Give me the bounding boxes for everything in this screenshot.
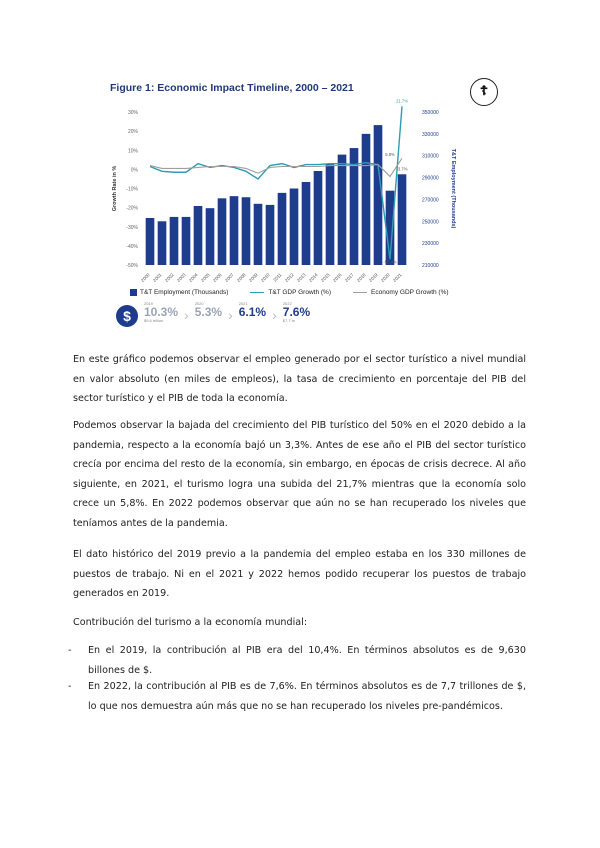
x-tick-label: 2005 xyxy=(199,272,211,283)
y-left-tick-label: -30% xyxy=(126,224,138,231)
paragraph-intro: En este gráfico podemos observar el empleo generado por el sector turístico a nivel mundial en valor absoluto (en miles de empleos), la tasa de crecimiento en porcentaje del PIB del sector turístico y el PIB de toda la economía. xyxy=(73,354,526,404)
legend-employment: T&T Employment (Thousands) xyxy=(130,289,228,296)
economic-impact-chart xyxy=(108,98,456,283)
employment-bar xyxy=(278,193,287,265)
x-tick-label: 2016 xyxy=(331,272,343,283)
legend-economy-gdp: Economy GDP Growth (%) xyxy=(353,289,449,296)
chevron-right-icon: › xyxy=(272,307,277,323)
logo-icon: ☦ xyxy=(470,78,498,106)
y-left-tick-label: 20% xyxy=(127,129,138,136)
data-annotation: 5.8% xyxy=(385,151,395,157)
employment-bar xyxy=(254,204,263,265)
list-item: - En 2022, la contribución al PIB es de 7,6%. En términos absolutos es de 7,7 trillones de $, lo que nos demuestra aún más que no se han recuperado los niveles pre-pandémicos. xyxy=(88,677,526,716)
chevron-right-icon: › xyxy=(184,307,189,323)
x-tick-label: 2013 xyxy=(295,272,307,283)
data-annotation: -3.7% xyxy=(396,166,408,172)
x-tick-label: 2000 xyxy=(139,272,151,283)
bar-swatch-icon xyxy=(130,289,137,296)
y-left-tick-label: -50% xyxy=(126,263,138,269)
employment-bar xyxy=(158,221,167,265)
stat-item: 2022 7.6% $7.7 tn xyxy=(282,301,311,323)
x-tick-label: 2017 xyxy=(343,272,355,283)
x-tick-label: 2009 xyxy=(247,272,259,283)
y-left-tick-label: -40% xyxy=(126,243,138,250)
x-tick-label: 2012 xyxy=(283,272,295,283)
y-left-tick-label: -20% xyxy=(126,205,138,212)
stat-item: 2020 5.3% xyxy=(194,301,223,319)
line-swatch-icon xyxy=(250,292,264,294)
x-tick-label: 2018 xyxy=(355,272,367,283)
chevron-right-icon: › xyxy=(228,307,233,323)
employment-bar xyxy=(218,198,227,265)
employment-bar xyxy=(242,197,251,265)
x-tick-label: 2020 xyxy=(379,272,391,283)
employment-bar xyxy=(206,208,215,265)
y-left-axis-title: Growth Rate in % xyxy=(112,165,118,212)
employment-bar xyxy=(398,174,407,265)
x-tick-label: 2006 xyxy=(211,272,223,283)
x-tick-label: 2011 xyxy=(272,272,283,283)
stats-strip xyxy=(116,301,316,327)
x-tick-label: 2001 xyxy=(151,272,163,283)
y-right-tick-label: 290000 xyxy=(422,175,439,182)
x-tick-label: 2019 xyxy=(367,272,379,283)
paragraph-employment: El dato histórico del 2019 previo a la pandemia del empleo estaba en los 330 millones de puestos de trabajo. Ni en el 2021 y 2022 hemos podido recuperar los puestos de trabajo generados en 2019. xyxy=(73,549,526,599)
y-right-axis-title: T&T Employment (Thousands) xyxy=(450,148,456,229)
employment-bar xyxy=(146,218,155,265)
x-tick-label: 2008 xyxy=(235,272,247,283)
employment-bar xyxy=(182,217,191,265)
employment-bar xyxy=(290,189,299,266)
line-swatch-icon xyxy=(353,292,367,294)
y-right-tick-label: 230000 xyxy=(422,241,439,248)
x-tick-label: 2021 xyxy=(391,272,403,283)
y-right-tick-label: 330000 xyxy=(422,131,439,138)
bullet-dash: - xyxy=(68,681,72,692)
employment-bar xyxy=(230,196,239,265)
employment-bar xyxy=(326,164,335,265)
paragraph-contribution-heading: Contribución del turismo a la economía mundial: xyxy=(73,617,308,628)
y-right-tick-label: 210000 xyxy=(422,263,439,269)
x-tick-label: 2007 xyxy=(223,272,235,283)
y-left-tick-label: 10% xyxy=(127,148,138,155)
legend-tt-gdp: T&T GDP Growth (%) xyxy=(250,289,331,296)
employment-bar xyxy=(302,182,311,265)
y-left-tick-label: 30% xyxy=(127,110,138,116)
x-tick-label: 2002 xyxy=(163,272,175,283)
employment-bar xyxy=(266,205,275,265)
employment-bar xyxy=(194,206,203,265)
y-right-tick-label: 270000 xyxy=(422,197,439,204)
y-left-tick-label: 0% xyxy=(130,167,138,174)
y-right-tick-label: 350000 xyxy=(422,110,439,116)
y-left-tick-label: -10% xyxy=(126,186,138,193)
bullet-dash: - xyxy=(68,645,72,656)
stat-item: 2019 10.3% $9.6 trillion xyxy=(144,301,179,323)
employment-bar xyxy=(314,171,323,265)
x-tick-label: 2010 xyxy=(259,272,271,283)
data-annotation: -50.4% xyxy=(383,259,397,265)
list-item: - En el 2019, la contribución al PIB era del 10,4%. En términos absolutos es de 9,630 billones de $. xyxy=(88,641,526,680)
x-tick-label: 2014 xyxy=(307,272,319,283)
y-right-tick-label: 310000 xyxy=(422,153,439,160)
employment-bar xyxy=(170,217,179,265)
figure-title: Figure 1: Economic Impact Timeline, 2000 – 2021 xyxy=(110,82,354,94)
data-annotation: 21.7% xyxy=(396,98,408,104)
employment-bar xyxy=(362,134,371,265)
x-tick-label: 2015 xyxy=(319,272,331,283)
chart-legend xyxy=(130,289,449,296)
x-tick-label: 2003 xyxy=(175,272,187,283)
employment-bar xyxy=(338,155,347,265)
x-tick-label: 2004 xyxy=(187,272,199,283)
stat-item: 2021 6.1% xyxy=(238,301,267,319)
paragraph-analysis: Podemos observar la bajada del crecimiento del PIB turístico del 50% en el 2020 debido a la pandemia, respecto a la economía bajó un 3,3%. Antes de ese año el PIB del sector turístico crecía por encima del resto de la economía, sin embargo, en épocas de crisis decrece. Al año siguiente, en 2021, el turismo logra una subida del 21,7% mientras que la economía solo crece un 5,8%. En 2022 podemos observar que aún no se han recuperado los niveles que teníamos antes de la pandemia. xyxy=(73,420,526,529)
employment-bar xyxy=(374,125,383,265)
y-right-tick-label: 250000 xyxy=(422,219,439,226)
dollar-icon: $ xyxy=(116,305,138,327)
